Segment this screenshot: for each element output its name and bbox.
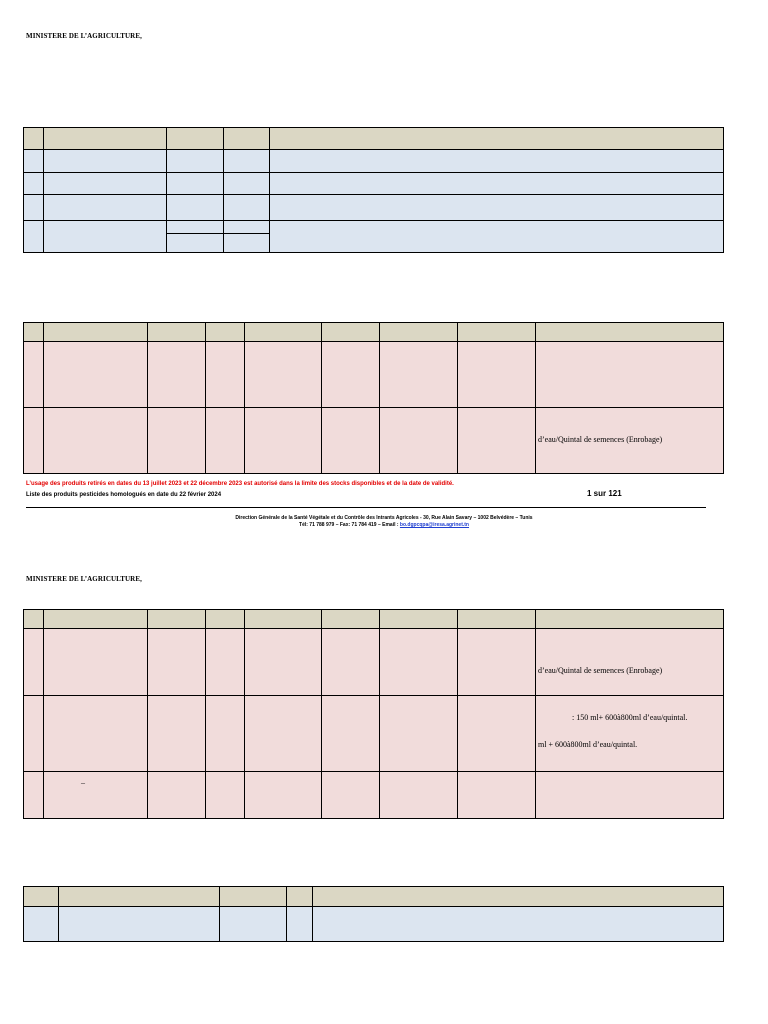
table-4 [23, 886, 724, 942]
table-row [24, 342, 724, 408]
footer-contact [0, 522, 768, 528]
table-row [24, 173, 724, 195]
page-number: 1 sur 121 [587, 489, 622, 498]
homologated-list-note: Liste des produits pesticides homologués en date du 22 février 2024 [26, 492, 222, 498]
dose-text-line-1: : 150 ml+ 600à800ml d’eau/quintal. [572, 713, 688, 722]
table-header-row [24, 323, 724, 342]
withdrawn-products-note: L’usage des produits retirés en dates du 13 juillet 2023 et 22 décembre 2023 est autorisé dans la limite des stocks disponibles et de la date de validité. [26, 481, 454, 487]
dose-text: d’eau/Quintal de semences (Enrobage) [538, 435, 663, 444]
table-row [24, 696, 724, 772]
table-header-row [24, 128, 724, 150]
table-row [24, 907, 724, 942]
dose-text-line-2: ml + 600à800ml d’eau/quintal. [538, 740, 638, 749]
table-row [24, 195, 724, 221]
table-row [24, 150, 724, 173]
dose-text: d’eau/Quintal de semences (Enrobage) [538, 666, 663, 675]
footer-email-link[interactable]: bo.dgpcqpa@iresa.agrinet.tn [399, 522, 469, 528]
table-3 [23, 609, 724, 819]
footer-contact-text: Tél: 71 788 979 – Fax: 71 784 419 – Email : [299, 522, 400, 528]
table-row [24, 629, 724, 696]
table-row [24, 408, 724, 474]
table-header-row [24, 887, 724, 907]
footer-address: Direction Générale de la Santé Végétale et du Contrôle des Intrants Agricoles - 30, Rue Alain Savary – 1002 Belvédère – Tunis [235, 515, 533, 521]
table-row [24, 772, 724, 819]
table-row [24, 221, 724, 234]
footer-divider [26, 507, 706, 508]
dash-text: – [81, 778, 85, 787]
table-1 [23, 127, 724, 253]
table-2 [23, 322, 724, 474]
table-header-row [24, 610, 724, 629]
ministry-header-page-2: MINISTERE DE L’AGRICULTURE, [26, 575, 142, 583]
ministry-header: MINISTERE DE L’AGRICULTURE, [26, 32, 142, 40]
